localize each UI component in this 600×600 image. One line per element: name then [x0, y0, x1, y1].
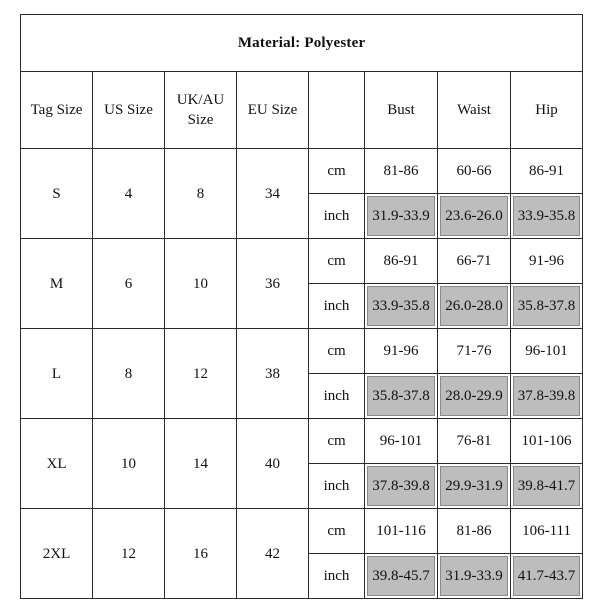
bust-inch-value: 31.9-33.9: [365, 194, 438, 239]
bust-inch-value: 39.8-45.7: [365, 554, 438, 599]
waist-inch-value: 28.0-29.9: [438, 374, 511, 419]
tag-size-cell: L: [21, 329, 93, 419]
waist-inch-value: 29.9-31.9: [438, 464, 511, 509]
waist-inch-value: 31.9-33.9: [438, 554, 511, 599]
bust-cm-value: 81-86: [365, 149, 438, 194]
bust-cm-value: 91-96: [365, 329, 438, 374]
size-chart-table: [20, 14, 583, 599]
unit-cm-label: cm: [309, 509, 365, 554]
header-bust: Bust: [365, 72, 438, 149]
size-row-cm: [21, 329, 583, 374]
size-row-cm: [21, 419, 583, 464]
waist-inch-value: 26.0-28.0: [438, 284, 511, 329]
hip-inch-value: 39.8-41.7: [511, 464, 583, 509]
tag-size-cell: M: [21, 239, 93, 329]
header-hip: Hip: [511, 72, 583, 149]
uk-au-size-cell: 8: [165, 149, 237, 239]
hip-inch-value: 33.9-35.8: [511, 194, 583, 239]
hip-inch-value: 41.7-43.7: [511, 554, 583, 599]
header-uk-au-line2: Size: [187, 112, 214, 128]
unit-cm-label: cm: [309, 149, 365, 194]
tag-size-cell: S: [21, 149, 93, 239]
header-us-size: US Size: [93, 72, 165, 149]
uk-au-size-cell: 10: [165, 239, 237, 329]
us-size-cell: 10: [93, 419, 165, 509]
hip-cm-value: 106-111: [511, 509, 583, 554]
header-uk-au-line1: UK/AU: [176, 92, 225, 108]
header-uk-au-size: [165, 72, 237, 149]
bust-inch-value: 35.8-37.8: [365, 374, 438, 419]
size-row-cm: [21, 239, 583, 284]
us-size-cell: 12: [93, 509, 165, 599]
us-size-cell: 4: [93, 149, 165, 239]
size-row-cm: [21, 509, 583, 554]
unit-cm-label: cm: [309, 239, 365, 284]
size-row-cm: [21, 149, 583, 194]
eu-size-cell: 34: [237, 149, 309, 239]
hip-cm-value: 96-101: [511, 329, 583, 374]
uk-au-size-cell: 12: [165, 329, 237, 419]
bust-cm-value: 101-116: [365, 509, 438, 554]
waist-cm-value: 66-71: [438, 239, 511, 284]
hip-inch-value: 35.8-37.8: [511, 284, 583, 329]
eu-size-cell: 42: [237, 509, 309, 599]
bust-cm-value: 86-91: [365, 239, 438, 284]
bust-cm-value: 96-101: [365, 419, 438, 464]
unit-inch-label: inch: [309, 464, 365, 509]
hip-inch-value: 37.8-39.8: [511, 374, 583, 419]
uk-au-size-cell: 16: [165, 509, 237, 599]
header-eu-size: EU Size: [237, 72, 309, 149]
eu-size-cell: 36: [237, 239, 309, 329]
size-chart-sheet: [20, 14, 582, 596]
unit-cm-label: cm: [309, 329, 365, 374]
us-size-cell: 6: [93, 239, 165, 329]
bust-inch-value: 37.8-39.8: [365, 464, 438, 509]
eu-size-cell: 40: [237, 419, 309, 509]
waist-cm-value: 60-66: [438, 149, 511, 194]
waist-cm-value: 76-81: [438, 419, 511, 464]
tag-size-cell: 2XL: [21, 509, 93, 599]
unit-inch-label: inch: [309, 374, 365, 419]
waist-cm-value: 81-86: [438, 509, 511, 554]
us-size-cell: 8: [93, 329, 165, 419]
unit-cm-label: cm: [309, 419, 365, 464]
hip-cm-value: 86-91: [511, 149, 583, 194]
header-unit: [309, 72, 365, 149]
header-tag-size: Tag Size: [21, 72, 93, 149]
tag-size-cell: XL: [21, 419, 93, 509]
unit-inch-label: inch: [309, 554, 365, 599]
unit-inch-label: inch: [309, 194, 365, 239]
eu-size-cell: 38: [237, 329, 309, 419]
header-waist: Waist: [438, 72, 511, 149]
header-row: [21, 72, 583, 149]
waist-cm-value: 71-76: [438, 329, 511, 374]
waist-inch-value: 23.6-26.0: [438, 194, 511, 239]
title-row: [21, 15, 583, 72]
hip-cm-value: 91-96: [511, 239, 583, 284]
bust-inch-value: 33.9-35.8: [365, 284, 438, 329]
material-title: Material: Polyester: [21, 15, 583, 72]
uk-au-size-cell: 14: [165, 419, 237, 509]
hip-cm-value: 101-106: [511, 419, 583, 464]
unit-inch-label: inch: [309, 284, 365, 329]
